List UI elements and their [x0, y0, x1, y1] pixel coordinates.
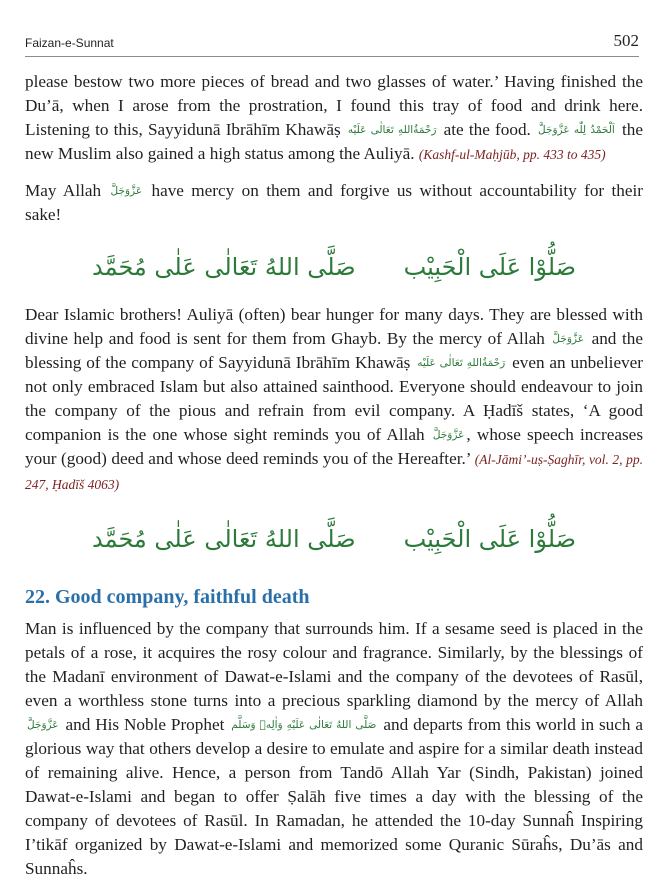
reference-citation: (Kashf-ul-Maḥjūb, pp. 433 to 435) — [418, 147, 606, 162]
text-run: , whose speech increases your (good) deed and whose deed reminds you of the Hereafter.’ — [25, 425, 644, 468]
text-run: ate the food. — [443, 120, 531, 139]
paragraph-story-end — [25, 70, 643, 167]
page-header — [25, 30, 639, 57]
salawat-calligraphy-left: صَلَّى اللهُ تَعَالٰى عَلٰى مُحَمَّد — [91, 525, 356, 553]
paragraph-dua — [25, 179, 643, 227]
text-run: the new Muslim also gained a high status among the Auliyā. — [25, 120, 644, 163]
section-heading: 22. Good company, faithful death — [25, 586, 310, 608]
text-run: have mercy on them and forgive us without accountability for their sake! — [25, 181, 644, 224]
paragraph-auliya — [25, 303, 643, 497]
honorific-azza: عَزَّوَجَلَّ — [27, 719, 59, 731]
reference-citation: (Al-Jāmi’-uṣ-Ṣaghīr, vol. 2, pp. 247, Ḥadīš 4063) — [25, 452, 643, 492]
paragraph-good-company — [25, 617, 643, 881]
salawat-calligraphy-left: صَلَّى اللهُ تَعَالٰى عَلٰى مُحَمَّد — [91, 253, 356, 281]
honorific-rahmah: رَحْمَةُاللهِ تَعَالٰی عَلَيْه — [347, 124, 437, 136]
honorific-azza: عَزَّوَجَلَّ — [552, 333, 584, 345]
text-run: and His Noble Prophet — [65, 715, 225, 734]
honorific-alhamd: اَلْحَمْدُ لِلّٰه عَزَّوَجَلَّ — [538, 124, 615, 136]
honorific-azza: عَزَّوَجَلَّ — [432, 429, 465, 441]
page-body — [25, 70, 643, 881]
running-title: Faizan-e-Sunnat — [25, 36, 114, 50]
page-number: 502 — [613, 31, 639, 50]
honorific-azza: عَزَّوَجَلَّ — [110, 185, 143, 197]
salawat-calligraphy-right: صَلُّوْا عَلَى الْحَبِيْب — [403, 525, 577, 553]
text-run: even an unbeliever not only embraced Islam but also attained sainthood. Everyone should endeavour to join the company of the pious and refrain from evil company. A Ḥadīš states, ‘A good companion is the one whose sight reminds you of Allah — [25, 353, 644, 444]
text-run: and departs from this world in such a glorious way that others develop a desire to emulate and aspire for a similar death instead of remaining alive. Hence, a person from Tandō Allah Yar (Sindh, Pakistan) joined Dawat-e-Islami and began to offer Ṣalāh five times a day with the blessing of the company of devotees of Rasūl. In Ramadan, he attended the 10-day Sunnaĥ Inspiring I’tikāf organized by Dawat-e-Islami and memorized some Quranic Sūraĥs, Du’ās and Sunnaĥs. — [25, 715, 644, 878]
text-run: Man is influenced by the company that surrounds him. If a sesame seed is placed in the petals of a rose, it acquires the rosy colour and fragrance. Similarly, by the blessings of the Madanī environment of Dawat-e-Islami and the company of the devotees of Rasūl, even a worthless stone turns into a precious sparkling diamond by the mercy of Allah — [25, 619, 643, 710]
salawat-line — [25, 515, 643, 563]
honorific-rahmah: رَحْمَةُاللهِ تَعَالٰی عَلَيْه — [417, 357, 506, 369]
text-run: Dear Islamic brothers! Auliyā (often) bear hunger for many days. They are blessed with divine help and food is sent for them from Ghayb. By the mercy of Allah — [25, 305, 643, 348]
text-run: please bestow two more pieces of bread and two glasses of water.’ Having finished the Du’ā, when I arose from the prostration, I found this tray of food and drink here. Listening to this, Sayyidunā Ibrāhīm Khawāṣ — [25, 72, 643, 139]
text-run: and the blessing of the company of Sayyidunā Ibrāhīm Khawāṣ — [25, 329, 643, 372]
text-run: May Allah — [25, 181, 102, 200]
honorific-salla: صَلَّی اللهُ تَعَالٰی عَلَيْهِ وَاٰلِهٖ وَسَلَّم — [231, 719, 377, 731]
salawat-calligraphy-right: صَلُّوْا عَلَى الْحَبِيْب — [403, 253, 577, 281]
salawat-line — [25, 243, 643, 291]
